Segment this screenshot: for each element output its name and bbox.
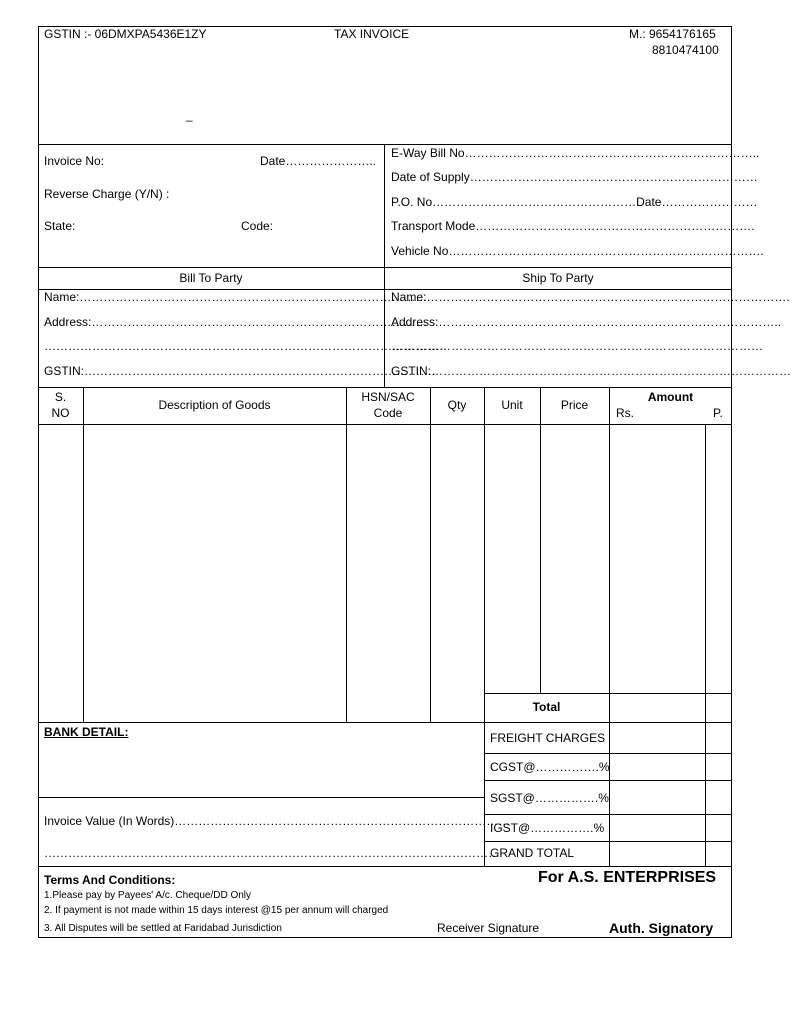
- igst-label: IGST@…………….%: [490, 821, 605, 835]
- bill-to-gstin: GSTIN:…………………………………………………………………………….: [44, 364, 436, 378]
- hsn-header-1: HSN/SAC: [361, 390, 415, 404]
- cgst-row-bottom: [484, 780, 732, 781]
- invoice-frame: [38, 26, 791, 938]
- invoice-value-words-line2: ……………………………………………………………………………………………………: [44, 846, 500, 860]
- col-line-hsn: [430, 387, 431, 722]
- party-divider-top: [38, 267, 732, 268]
- header-divider: [38, 144, 732, 145]
- price-header: Price: [560, 398, 589, 412]
- company-name: For A.S. ENTERPRISES: [538, 869, 717, 886]
- code-label: Code:: [241, 219, 274, 233]
- gstin-header: GSTIN :- 06DMXPA5436E1ZY: [44, 27, 207, 41]
- footer-divider: [38, 866, 732, 867]
- header-dash: _: [186, 108, 193, 122]
- col-line-description: [346, 387, 347, 722]
- col-line-rs: [705, 424, 706, 866]
- term-3: 3. All Disputes will be settled at Faridabad Jurisdiction: [44, 923, 282, 934]
- state-label: State:: [44, 219, 76, 233]
- sgst-label: SGST@…………….%: [490, 791, 609, 805]
- sgst-row-bottom: [484, 814, 732, 815]
- receiver-signature: Receiver Signature: [437, 921, 540, 935]
- table-bottom-border: [38, 722, 732, 723]
- date-label: Date…………………..: [260, 154, 377, 168]
- vehicle-no-label: Vehicle No…………………………………………………………………….: [391, 244, 764, 258]
- bank-detail-divider: [38, 797, 484, 798]
- freight-row-bottom: [484, 753, 732, 754]
- term-1: 1.Please pay by Payees' A/c. Cheque/DD Only: [44, 890, 252, 901]
- bill-to-heading: Bill To Party: [179, 271, 243, 285]
- grand-total-label: GRAND TOTAL: [490, 846, 575, 860]
- col-line-price: [609, 387, 610, 866]
- table-header-divider: [38, 424, 732, 425]
- invoice-title: TAX INVOICE: [334, 27, 410, 41]
- po-no-label: P.O. No……………………………………………Date……………………: [391, 195, 758, 209]
- auth-signatory: Auth. Signatory: [609, 920, 714, 936]
- cgst-label: CGST@…………….%: [490, 760, 610, 774]
- amount-p-header: P.: [713, 406, 723, 420]
- bill-to-address: Address:…………………………………………………………………………: [44, 315, 428, 329]
- total-label: Total: [532, 700, 561, 714]
- col-line-unit: [540, 387, 541, 693]
- ship-to-name: Name:……………………………………………………………………………….: [391, 290, 790, 304]
- igst-row-bottom: [484, 841, 732, 842]
- bill-to-address-line2: ………………………………………………………………………………………..: [44, 339, 447, 353]
- sno-header-1: S.: [54, 390, 67, 404]
- date-of-supply-label: Date of Supply………………………………………………………………: [391, 170, 758, 184]
- freight-charges-label: FREIGHT CHARGES: [490, 731, 606, 745]
- ship-to-address: Address:…………………………………………………………………………..: [391, 315, 782, 329]
- bank-detail-heading: BANK DETAIL:: [44, 725, 129, 739]
- eway-bill-label: E-Way Bill No………………………………………………………………..: [391, 146, 760, 160]
- invoice-no-label: Invoice No:: [44, 154, 105, 168]
- amount-header: Amount: [647, 390, 694, 404]
- ship-to-gstin: GSTIN:………………………………………………………………………………: [391, 364, 791, 378]
- mobile-number-2: 8810474100: [652, 43, 719, 57]
- transport-mode-label: Transport Mode…………………………………………………………….: [391, 219, 755, 233]
- mobile-number-1: M.: 9654176165: [629, 27, 716, 41]
- description-header: Description of Goods: [158, 398, 271, 412]
- ship-to-heading: Ship To Party: [522, 271, 594, 285]
- hsn-header-2: Code: [373, 406, 403, 420]
- qty-header: Qty: [447, 398, 467, 412]
- invoice-value-words: Invoice Value (In Words)…………………………………………………………………………: [44, 814, 511, 828]
- col-line-sno: [83, 387, 84, 722]
- ship-to-address-line2: …………………………………………………………………………………: [391, 339, 763, 353]
- terms-heading: Terms And Conditions:: [44, 873, 176, 887]
- amount-rs-header: Rs.: [616, 406, 634, 420]
- term-2: 2. If payment is not made within 15 days interest @15 per annum will charged: [44, 905, 389, 916]
- total-row-top: [484, 693, 732, 694]
- bill-to-name: Name:……………………………………………………………………………: [44, 290, 428, 304]
- table-top-border: [38, 387, 732, 388]
- reverse-charge-label: Reverse Charge (Y/N) :: [44, 187, 170, 201]
- sno-header-2: NO: [51, 406, 70, 420]
- col-line-qty: [484, 387, 485, 866]
- unit-header: Unit: [501, 398, 523, 412]
